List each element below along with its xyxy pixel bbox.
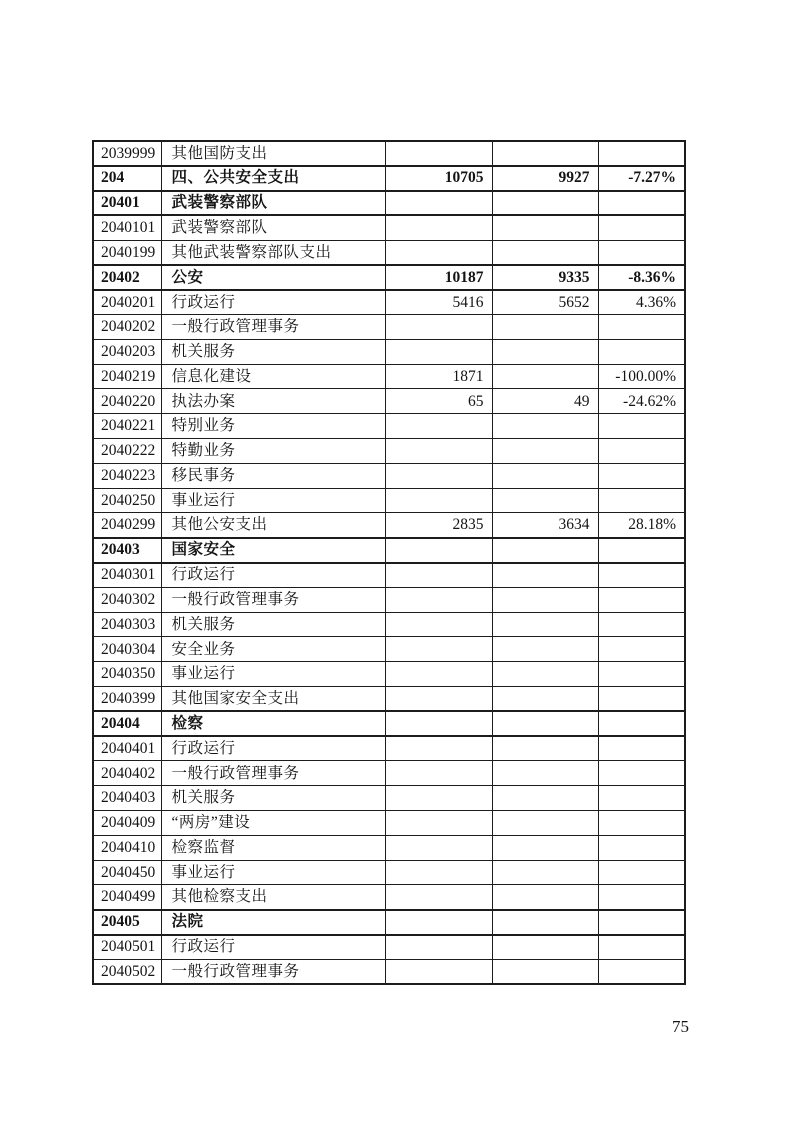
table-row [93,240,685,265]
value-current-cell [385,662,492,687]
name-cell: 机关服务 [161,786,385,811]
code-cell: 20401 [93,191,161,216]
change-percent-cell [598,761,685,786]
change-percent-cell: -24.62% [598,389,685,414]
change-percent-cell [598,935,685,960]
code-cell: 2040399 [93,687,161,712]
table-row [93,215,685,240]
table-row [93,786,685,811]
table-row [93,811,685,836]
change-percent-cell [598,959,685,984]
name-cell: 特别业务 [161,414,385,439]
value-comparison-cell [492,612,598,637]
code-cell: 2040350 [93,662,161,687]
table-row [93,563,685,588]
change-percent-cell [598,339,685,364]
value-comparison-cell: 9335 [492,265,598,290]
change-percent-cell [598,687,685,712]
table-row [93,513,685,538]
name-cell: 国家安全 [161,538,385,563]
change-percent-cell [598,563,685,588]
table-row [93,265,685,290]
name-cell: 武装警察部队 [161,191,385,216]
value-current-cell [385,885,492,910]
code-cell: 2040250 [93,488,161,513]
value-comparison-cell [492,935,598,960]
value-current-cell [385,687,492,712]
value-current-cell [385,587,492,612]
budget-table-body [93,141,685,984]
change-percent-cell [598,439,685,464]
name-cell: 其他国防支出 [161,141,385,166]
code-cell: 2040222 [93,439,161,464]
table-row [93,364,685,389]
code-cell: 2040402 [93,761,161,786]
value-current-cell [385,141,492,166]
value-comparison-cell [492,315,598,340]
code-cell: 204 [93,166,161,191]
table-row [93,885,685,910]
value-current-cell: 10187 [385,265,492,290]
name-cell: 特勤业务 [161,439,385,464]
change-percent-cell [598,786,685,811]
code-cell: 2040409 [93,811,161,836]
table-row [93,389,685,414]
name-cell: 机关服务 [161,612,385,637]
name-cell: 行政运行 [161,563,385,588]
name-cell: 一般行政管理事务 [161,761,385,786]
value-comparison-cell [492,439,598,464]
table-row [93,860,685,885]
name-cell: 行政运行 [161,935,385,960]
name-cell: 四、公共安全支出 [161,166,385,191]
change-percent-cell [598,910,685,935]
value-comparison-cell [492,563,598,588]
code-cell: 2040219 [93,364,161,389]
change-percent-cell [598,587,685,612]
change-percent-cell [598,860,685,885]
budget-table [92,140,686,985]
value-comparison-cell [492,711,598,736]
name-cell: 行政运行 [161,736,385,761]
change-percent-cell [598,711,685,736]
value-current-cell: 5416 [385,290,492,315]
change-percent-cell [598,885,685,910]
code-cell: 2040101 [93,215,161,240]
code-cell: 2040220 [93,389,161,414]
value-comparison-cell [492,141,598,166]
code-cell: 2040450 [93,860,161,885]
code-cell: 2040501 [93,935,161,960]
value-current-cell [385,191,492,216]
table-row [93,761,685,786]
table-row [93,339,685,364]
name-cell: 公安 [161,265,385,290]
name-cell: 移民事务 [161,463,385,488]
change-percent-cell [598,811,685,836]
name-cell: 安全业务 [161,637,385,662]
change-percent-cell [598,612,685,637]
table-row [93,315,685,340]
table-row [93,141,685,166]
value-comparison-cell [492,488,598,513]
page-number: 75 [672,1017,689,1036]
code-cell: 2040201 [93,290,161,315]
name-cell: 检察 [161,711,385,736]
value-current-cell [385,959,492,984]
value-comparison-cell [492,463,598,488]
table-row [93,687,685,712]
table-row [93,662,685,687]
table-row [93,959,685,984]
code-cell: 2040302 [93,587,161,612]
code-cell: 2040199 [93,240,161,265]
change-percent-cell [598,488,685,513]
code-cell: 2040403 [93,786,161,811]
table-row [93,166,685,191]
value-comparison-cell [492,339,598,364]
change-percent-cell [598,538,685,563]
value-current-cell [385,860,492,885]
value-comparison-cell [492,687,598,712]
change-percent-cell [598,414,685,439]
value-current-cell [385,315,492,340]
code-cell: 2040203 [93,339,161,364]
value-comparison-cell [492,885,598,910]
name-cell: 其他武装警察部队支出 [161,240,385,265]
value-comparison-cell [492,364,598,389]
table-row [93,191,685,216]
code-cell: 2040202 [93,315,161,340]
table-row [93,935,685,960]
value-current-cell [385,240,492,265]
value-current-cell: 2835 [385,513,492,538]
value-current-cell [385,711,492,736]
value-current-cell [385,761,492,786]
change-percent-cell [598,141,685,166]
value-comparison-cell [492,786,598,811]
value-current-cell: 65 [385,389,492,414]
name-cell: 机关服务 [161,339,385,364]
name-cell: 其他检察支出 [161,885,385,910]
change-percent-cell [598,240,685,265]
name-cell: 其他公安支出 [161,513,385,538]
table-row [93,612,685,637]
code-cell: 2040401 [93,736,161,761]
value-current-cell [385,910,492,935]
name-cell: 行政运行 [161,290,385,315]
value-comparison-cell: 9927 [492,166,598,191]
name-cell: 一般行政管理事务 [161,959,385,984]
value-comparison-cell [492,761,598,786]
change-percent-cell: -7.27% [598,166,685,191]
value-current-cell [385,563,492,588]
value-comparison-cell [492,240,598,265]
change-percent-cell [598,463,685,488]
value-current-cell [385,414,492,439]
code-cell: 2040502 [93,959,161,984]
change-percent-cell [598,835,685,860]
value-comparison-cell [492,414,598,439]
code-cell: 20405 [93,910,161,935]
code-cell: 2040303 [93,612,161,637]
value-comparison-cell [492,736,598,761]
name-cell: 事业运行 [161,860,385,885]
change-percent-cell [598,662,685,687]
change-percent-cell [598,191,685,216]
name-cell: 法院 [161,910,385,935]
value-comparison-cell [492,959,598,984]
value-comparison-cell [492,860,598,885]
value-current-cell: 1871 [385,364,492,389]
code-cell: 2040299 [93,513,161,538]
table-row [93,711,685,736]
value-current-cell [385,339,492,364]
table-row [93,835,685,860]
table-row [93,587,685,612]
value-comparison-cell [492,910,598,935]
table-row [93,290,685,315]
value-comparison-cell [492,811,598,836]
name-cell: 武装警察部队 [161,215,385,240]
table-row [93,736,685,761]
change-percent-cell: 28.18% [598,513,685,538]
value-comparison-cell: 5652 [492,290,598,315]
value-comparison-cell: 49 [492,389,598,414]
code-cell: 2040221 [93,414,161,439]
value-comparison-cell [492,662,598,687]
change-percent-cell [598,215,685,240]
value-current-cell [385,215,492,240]
value-current-cell [385,786,492,811]
value-current-cell [385,935,492,960]
table-row [93,414,685,439]
code-cell: 2040410 [93,835,161,860]
code-cell: 2039999 [93,141,161,166]
value-comparison-cell [492,637,598,662]
code-cell: 2040301 [93,563,161,588]
code-cell: 20404 [93,711,161,736]
value-comparison-cell [492,538,598,563]
value-comparison-cell [492,215,598,240]
value-current-cell [385,538,492,563]
change-percent-cell: -100.00% [598,364,685,389]
value-comparison-cell [492,835,598,860]
value-comparison-cell [492,587,598,612]
code-cell: 2040223 [93,463,161,488]
name-cell: “两房”建设 [161,811,385,836]
code-cell: 20402 [93,265,161,290]
value-current-cell [385,835,492,860]
change-percent-cell [598,315,685,340]
table-row [93,463,685,488]
name-cell: 信息化建设 [161,364,385,389]
name-cell: 执法办案 [161,389,385,414]
name-cell: 一般行政管理事务 [161,315,385,340]
change-percent-cell [598,736,685,761]
code-cell: 20403 [93,538,161,563]
value-comparison-cell: 3634 [492,513,598,538]
table-row [93,637,685,662]
value-current-cell [385,612,492,637]
code-cell: 2040499 [93,885,161,910]
value-current-cell [385,439,492,464]
change-percent-cell [598,637,685,662]
name-cell: 检察监督 [161,835,385,860]
name-cell: 事业运行 [161,488,385,513]
value-current-cell [385,736,492,761]
table-row [93,488,685,513]
name-cell: 事业运行 [161,662,385,687]
value-current-cell [385,637,492,662]
value-current-cell [385,463,492,488]
value-comparison-cell [492,191,598,216]
table-row [93,910,685,935]
value-current-cell [385,488,492,513]
table-row [93,439,685,464]
name-cell: 一般行政管理事务 [161,587,385,612]
table-row [93,538,685,563]
code-cell: 2040304 [93,637,161,662]
value-current-cell: 10705 [385,166,492,191]
change-percent-cell: 4.36% [598,290,685,315]
name-cell: 其他国家安全支出 [161,687,385,712]
change-percent-cell: -8.36% [598,265,685,290]
value-current-cell [385,811,492,836]
